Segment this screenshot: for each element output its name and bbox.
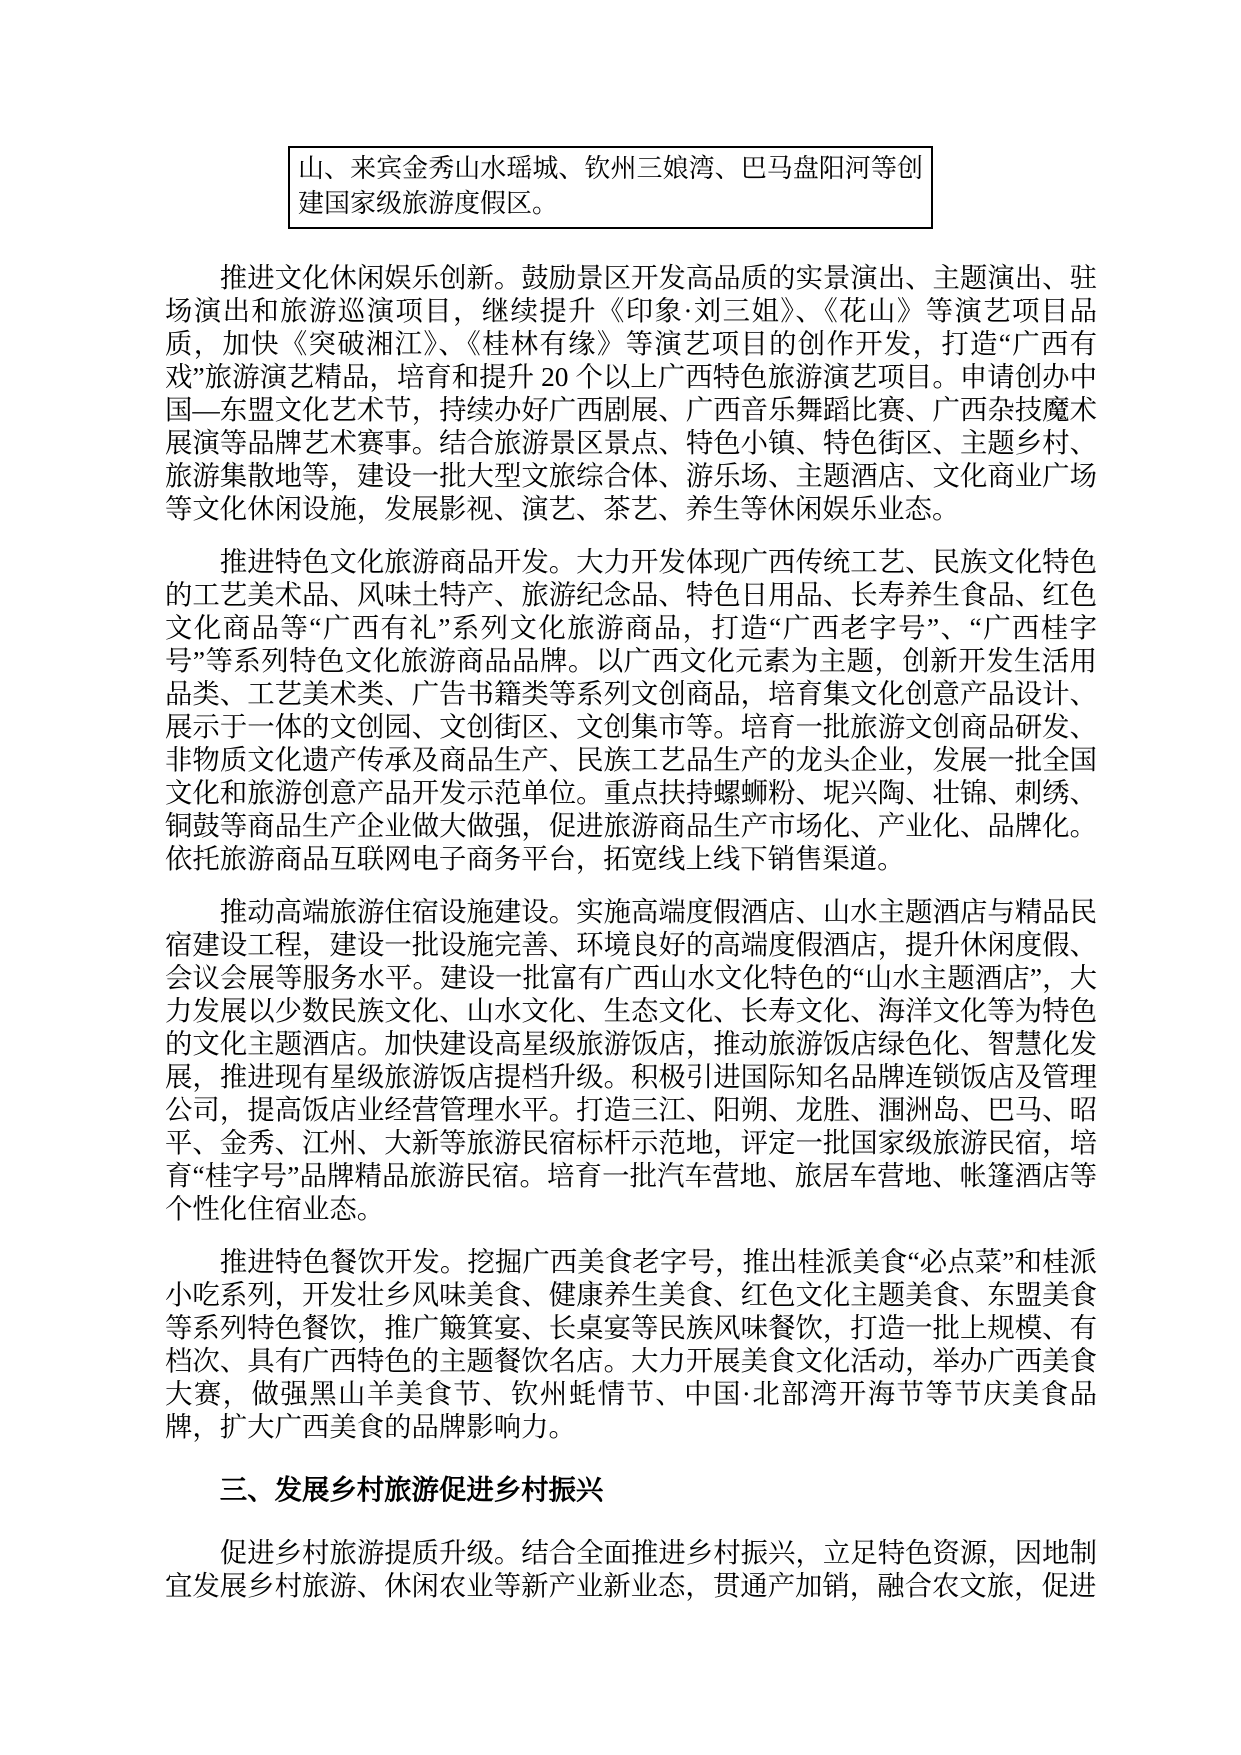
paragraph-special-catering: 推进特色餐饮开发。挖掘广西美食老字号，推出桂派美食“必点菜”和桂派小吃系列，开发壮乡风味美食、健康养生美食、红色文化主题美食、东盟美食等系列特色餐饮，推广簸箕宴、长桌宴等民族风味餐饮，打造一批上规模、有档次、具有广西特色的主题餐饮名店。大力开展美食文化活动，举办广西美食大赛，做强黑山羊美食节、钦州蚝情节、中国·北部湾开海节等节庆美食品牌，扩大广西美食的品牌影响力。 [165, 1247, 1097, 1442]
paragraph-high-end-accommodation: 推动高端旅游住宿设施建设。实施高端度假酒店、山水主题酒店与精品民宿建设工程，建设一批设施完善、环境良好的高端度假酒店，提升休闲度假、会议会展等服务水平。建设一批富有广西山水文化特色的“山水主题酒店”，大力发展以少数民族文化、山水文化、生态文化、长寿文化、海洋文化等为特色的文化主题酒店。加快建设高星级旅游饭店，推动旅游饭店绿色化、智慧化发展，推进现有星级旅游饭店提档升级。积极引进国际知名品牌连锁饭店及管理公司，提高饭店业经营管理水平。打造三江、阳朔、龙胜、涠洲岛、巴马、昭平、金秀、江州、大新等旅游民宿标杆示范地，评定一批国家级旅游民宿，培育“桂字号”品牌精品旅游民宿。培育一批汽车营地、旅居车营地、帐篷酒店等个性化住宿业态。 [165, 897, 1097, 1224]
paragraph-rural-tourism-upgrade: 促进乡村旅游提质升级。结合全面推进乡村振兴，立足特色资源，因地制宜发展乡村旅游、休闲农业等新产业新业态，贯通产加销，融合农文旅，促进 [165, 1538, 1097, 1601]
paragraph-culture-leisure-innovation: 推进文化休闲娱乐创新。鼓励景区开发高品质的实景演出、主题演出、驻场演出和旅游巡演项目，继续提升《印象·刘三姐》、《花山》等演艺项目品质，加快《突破湘江》、《桂林有缘》等演艺项目的创作开发，打造“广西有戏”旅游演艺精品，培育和提升 20 个以上广西特色旅游演艺项目。申请创办中国—东盟文化艺术节，持续办好广西剧展、广西音乐舞蹈比赛、广西杂技魔术展演等品牌艺术赛事。结合旅游景区景点、特色小镇、特色街区、主题乡村、旅游集散地等，建设一批大型文旅综合体、游乐场、主题酒店、文化商业广场等文化休闲设施，发展影视、演艺、茶艺、养生等休闲娱乐业态。 [165, 263, 1097, 524]
paragraph-cultural-tourism-products: 推进特色文化旅游商品开发。大力开发体现广西传统工艺、民族文化特色的工艺美术品、风味土特产、旅游纪念品、特色日用品、长寿养生食品、红色文化商品等“广西有礼”系列文化旅游商品，打造“广西老字号”、“广西桂字号”等系列特色文化旅游商品品牌。以广西文化元素为主题，创新开发生活用品类、工艺美术类、广告书籍类等系列文创商品，培育集文化创意产品设计、展示于一体的文创园、文创街区、文创集市等。培育一批旅游文创商品研发、非物质文化遗产传承及商品生产、民族工艺品生产的龙头企业，发展一批全国文化和旅游创意产品开发示范单位。重点扶持螺蛳粉、坭兴陶、壮锦、刺绣、铜鼓等商品生产企业做大做强，促进旅游商品生产市场化、产业化、品牌化。依托旅游商品互联网电子商务平台，拓宽线上线下销售渠道。 [165, 547, 1097, 874]
boxed-callout [288, 146, 933, 229]
document-body [165, 146, 1097, 1603]
section-heading-rural-tourism: 三、发展乡村旅游促进乡村振兴 [219, 1475, 604, 1505]
boxed-callout-text: 山、来宾金秀山水瑶城、钦州三娘湾、巴马盘阳河等创建国家级旅游度假区。 [298, 154, 923, 218]
